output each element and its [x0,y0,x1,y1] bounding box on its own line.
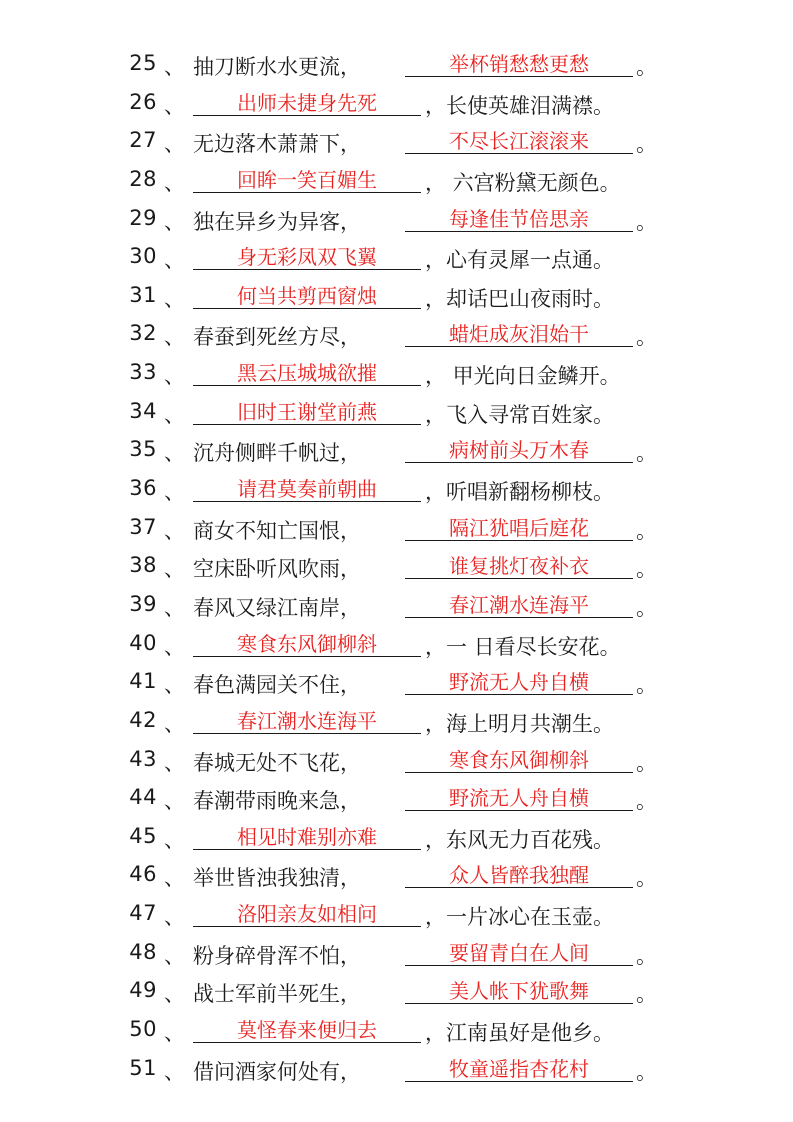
answer-text: 谁复挑灯夜补衣 [449,554,589,579]
number-separator: 、 [164,286,185,311]
given-line: 春风又绿江南岸， [193,595,361,620]
question-row [0,663,793,702]
number-separator: 、 [164,750,185,775]
question-row [0,470,793,509]
number-separator: 、 [164,518,185,543]
answer-blank[interactable] [193,822,421,850]
question-row [0,934,793,973]
question-number: 35 [129,437,157,462]
question-number: 39 [129,591,157,616]
end-punctuation: 。 [636,557,657,582]
number-separator: 、 [164,55,185,79]
given-line: 空床卧听风吹雨， [193,557,361,582]
answer-text: 回眸一笑百媚生 [237,167,377,192]
number-separator: 、 [164,132,185,157]
answer-blank[interactable] [193,88,421,116]
question-row [0,161,793,200]
question-row [0,84,793,123]
question-row [0,856,793,895]
given-line: 战士军前半死生， [193,982,361,1007]
answer-blank[interactable] [405,783,633,811]
end-punctuation: 。 [636,789,657,814]
question-number: 30 [129,244,157,269]
given-line: 借问酒家何处有， [193,1059,361,1084]
given-line: ，一片冰心在玉壶。 [425,905,614,930]
question-row [0,741,793,780]
number-separator: 、 [164,1059,185,1084]
question-row [0,586,793,625]
number-separator: 、 [164,673,185,698]
answer-blank[interactable] [193,474,421,502]
answer-blank[interactable] [405,204,633,232]
number-separator: 、 [164,557,185,582]
end-punctuation: 。 [636,441,657,466]
question-number: 28 [129,166,157,191]
answer-text: 寒食东风御柳斜 [449,747,589,772]
answer-text: 相见时难别亦难 [237,824,377,849]
question-number: 33 [129,360,157,385]
end-punctuation: 。 [636,518,657,543]
answer-blank[interactable] [405,435,633,463]
answer-blank[interactable] [193,706,421,734]
number-separator: 、 [164,634,185,659]
answer-text: 隔江犹唱后庭花 [449,515,589,540]
number-separator: 、 [164,248,185,273]
number-separator: 、 [164,325,185,350]
number-separator: 、 [164,209,185,234]
given-line: ， 甲光向日金鳞开。 [425,364,621,389]
number-separator: 、 [164,441,185,466]
answer-blank[interactable] [193,629,421,657]
given-line: 春蚕到死丝方尽， [193,325,361,350]
answer-text: 黑云压城城欲摧 [237,361,377,386]
given-line: 春色满园关不住， [193,673,361,698]
answer-text: 举杯销愁愁更愁 [449,52,589,76]
question-row [0,972,793,1011]
given-line: 粉身碎骨浑不怕， [193,943,361,968]
question-row [0,277,793,316]
answer-text: 不尽长江滚滚来 [449,129,589,154]
question-number: 50 [129,1017,157,1042]
given-line: 举世皆浊我独清， [193,866,361,891]
given-line: 春潮带雨晚来急， [193,789,361,814]
given-line: ，飞入寻常百姓家。 [425,402,614,427]
number-separator: 、 [164,711,185,736]
answer-text: 春江潮水连海平 [237,708,377,733]
question-number: 40 [129,630,157,655]
answer-text: 牧童遥指杏花村 [449,1056,589,1081]
question-row [0,625,793,664]
answer-text: 要留青白在人间 [449,940,589,965]
question-number: 45 [129,823,157,848]
answer-blank[interactable] [193,1015,421,1043]
answer-text: 请君莫奏前朝曲 [237,477,377,502]
number-separator: 、 [164,93,185,118]
given-line: ，一 日看尽长安花。 [425,634,621,659]
number-separator: 、 [164,982,185,1007]
question-row [0,238,793,277]
question-row [0,315,793,354]
given-line: 沉舟侧畔千帆过， [193,441,361,466]
number-separator: 、 [164,364,185,389]
question-number: 51 [129,1055,157,1080]
question-number: 29 [129,205,157,230]
question-number: 41 [129,669,157,694]
answer-text: 众人皆醉我独醒 [449,863,589,888]
question-row [0,354,793,393]
question-row [0,547,793,586]
answer-blank[interactable] [405,1054,633,1082]
number-separator: 、 [164,170,185,195]
question-number: 47 [129,901,157,926]
answer-text: 旧时王谢堂前燕 [237,399,377,424]
end-punctuation: 。 [636,595,657,620]
answer-text: 春江潮水连海平 [449,592,589,617]
question-row [0,818,793,857]
answer-blank[interactable] [405,745,633,773]
question-row [0,509,793,548]
question-number: 49 [129,978,157,1003]
given-line: 春城无处不飞花， [193,750,361,775]
answer-blank[interactable] [193,281,421,309]
end-punctuation: 。 [636,55,657,79]
given-line: ， 六宫粉黛无颜色。 [425,170,621,195]
question-number: 42 [129,707,157,732]
question-number: 36 [129,476,157,501]
question-row [0,200,793,239]
answer-blank[interactable] [405,590,633,618]
end-punctuation: 。 [636,209,657,234]
number-separator: 、 [164,402,185,427]
answer-text: 出师未捷身先死 [237,90,377,115]
question-row [0,122,793,161]
answer-text: 野流无人舟自横 [449,670,589,695]
given-line: ，江南虽好是他乡。 [425,1021,614,1046]
end-punctuation: 。 [636,866,657,891]
question-row [0,45,793,84]
answer-text: 病树前头万木春 [449,438,589,463]
answer-blank[interactable] [193,899,421,927]
question-number: 32 [129,321,157,346]
answer-blank[interactable] [405,667,633,695]
given-line: ，东风无力百花残。 [425,827,614,852]
question-row [0,393,793,432]
answer-blank[interactable] [405,513,633,541]
end-punctuation: 。 [636,673,657,698]
question-row [0,431,793,470]
answer-text: 何当共剪西窗烛 [237,283,377,308]
question-number: 44 [129,785,157,810]
given-line: 商女不知亡国恨， [193,518,361,543]
question-number: 25 [129,51,157,75]
answer-blank[interactable] [405,126,633,154]
answer-text: 洛阳亲友如相问 [237,902,377,927]
answer-blank[interactable] [193,165,421,193]
end-punctuation: 。 [636,1059,657,1084]
question-row [0,1050,793,1089]
question-number: 37 [129,514,157,539]
question-number: 38 [129,553,157,578]
answer-text: 美人帐下犹歌舞 [449,979,589,1004]
answer-text: 每逢佳节倍思亲 [449,206,589,231]
answer-text: 身无彩凤双飞翼 [237,245,377,270]
question-row [0,779,793,818]
question-number: 27 [129,128,157,153]
number-separator: 、 [164,827,185,852]
answer-blank[interactable] [405,976,633,1004]
answer-text: 寒食东风御柳斜 [237,631,377,656]
end-punctuation: 。 [636,750,657,775]
question-row [0,1011,793,1050]
answer-blank[interactable] [405,319,633,347]
answer-text: 莫怪春来便归去 [237,1018,377,1043]
given-line: ，听唱新翻杨柳枝。 [425,480,614,505]
answer-blank[interactable] [405,860,633,888]
fill-in-worksheet [0,45,793,1088]
question-number: 31 [129,282,157,307]
question-row [0,702,793,741]
end-punctuation: 。 [636,132,657,157]
number-separator: 、 [164,943,185,968]
number-separator: 、 [164,1021,185,1046]
given-line: 独在异乡为异客， [193,209,361,234]
answer-blank[interactable] [405,49,633,77]
question-row [0,895,793,934]
number-separator: 、 [164,595,185,620]
answer-text: 野流无人舟自横 [449,786,589,811]
question-number: 26 [129,89,157,114]
end-punctuation: 。 [636,982,657,1007]
end-punctuation: 。 [636,325,657,350]
number-separator: 、 [164,480,185,505]
answer-blank[interactable] [405,938,633,966]
question-number: 48 [129,939,157,964]
answer-blank[interactable] [193,397,421,425]
given-line: ，心有灵犀一点通。 [425,248,614,273]
given-line: ，长使英雄泪满襟。 [425,93,614,118]
given-line: 无边落木萧萧下， [193,132,361,157]
question-number: 46 [129,862,157,887]
answer-blank[interactable] [405,551,633,579]
given-line: ，海上明月共潮生。 [425,711,614,736]
end-punctuation: 。 [636,943,657,968]
answer-blank[interactable] [193,242,421,270]
question-number: 43 [129,746,157,771]
number-separator: 、 [164,905,185,930]
answer-blank[interactable] [193,358,421,386]
given-line: ，却话巴山夜雨时。 [425,286,614,311]
answer-text: 蜡炬成灰泪始干 [449,322,589,347]
given-line: 抽刀断水水更流， [193,55,361,79]
number-separator: 、 [164,789,185,814]
question-number: 34 [129,398,157,423]
number-separator: 、 [164,866,185,891]
